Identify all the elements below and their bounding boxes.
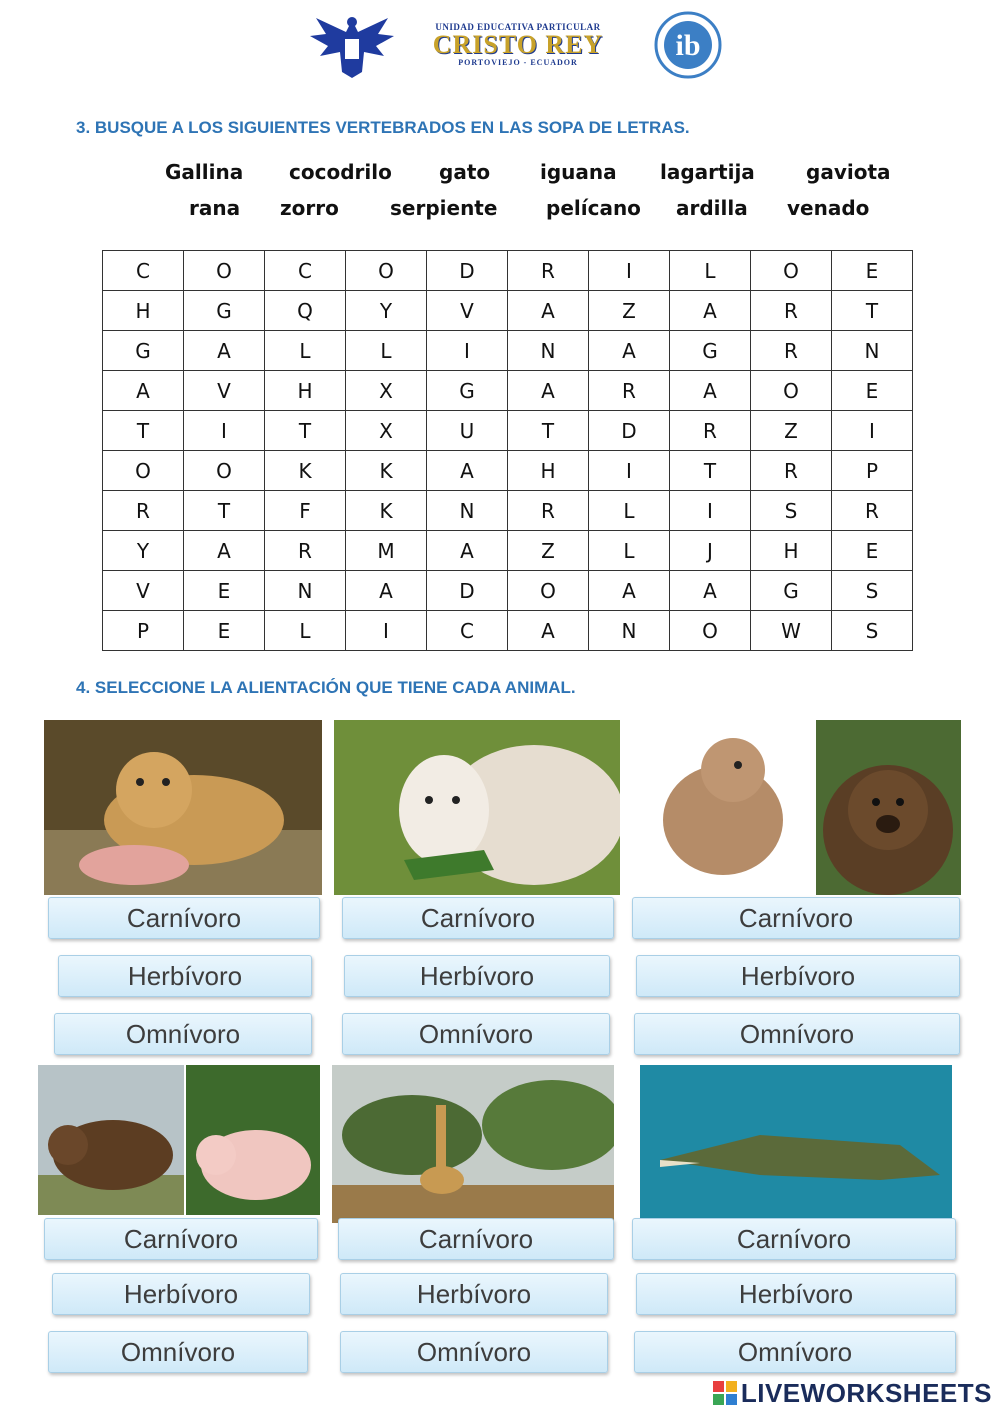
grid-cell[interactable]: Z xyxy=(589,291,670,331)
grid-cell[interactable]: T xyxy=(184,491,265,531)
grid-cell[interactable]: U xyxy=(427,411,508,451)
option-herbivoro-3[interactable]: Herbívoro xyxy=(636,955,960,997)
school-line1: UNIDAD EDUCATIVA PARTICULAR xyxy=(435,22,601,32)
grid-cell[interactable]: E xyxy=(832,371,913,411)
school-name: CRISTO REY xyxy=(432,30,604,59)
grid-cell[interactable]: E xyxy=(184,611,265,651)
grid-cell[interactable]: D xyxy=(427,571,508,611)
crocodile-photo xyxy=(640,1065,952,1220)
option-carnivoro-6[interactable]: Carnívoro xyxy=(632,1218,956,1260)
grid-cell[interactable]: O xyxy=(508,571,589,611)
grid-cell[interactable]: D xyxy=(589,411,670,451)
option-omnivoro-3[interactable]: Omnívoro xyxy=(634,1013,960,1055)
brown-bear-photo xyxy=(38,1065,184,1215)
liveworksheets-logo xyxy=(713,1378,992,1409)
gerbil-photo xyxy=(628,720,814,895)
option-carnivoro-1[interactable]: Carnívoro xyxy=(48,897,320,939)
grid-cell[interactable]: E xyxy=(832,531,913,571)
word: iguana xyxy=(540,160,617,184)
grid-cell[interactable]: I xyxy=(589,251,670,291)
word: zorro xyxy=(280,196,339,220)
grid-cell[interactable]: T xyxy=(508,411,589,451)
grid-cell[interactable]: C xyxy=(103,251,184,291)
grid-cell[interactable]: Y xyxy=(103,531,184,571)
grid-cell[interactable]: A xyxy=(589,331,670,371)
pig-photo xyxy=(186,1065,320,1215)
grid-cell[interactable]: N xyxy=(265,571,346,611)
grid-cell[interactable]: X xyxy=(346,371,427,411)
word: lagartija xyxy=(660,160,755,184)
word: rana xyxy=(189,196,241,220)
grid-cell[interactable]: Y xyxy=(346,291,427,331)
grid-cell[interactable]: L xyxy=(670,251,751,291)
grid-cell[interactable]: A xyxy=(184,531,265,571)
grid-cell[interactable]: Z xyxy=(751,411,832,451)
grid-row xyxy=(103,331,913,371)
grid-cell[interactable]: A xyxy=(346,571,427,611)
grid-row xyxy=(103,531,913,571)
word: Gallina xyxy=(165,160,244,184)
school-location: PORTOVIEJO - ECUADOR xyxy=(458,58,578,67)
grid-cell[interactable]: R xyxy=(670,411,751,451)
grid-cell[interactable]: G xyxy=(427,371,508,411)
grid-cell[interactable]: K xyxy=(346,451,427,491)
grid-cell[interactable]: L xyxy=(265,331,346,371)
giraffe-photo xyxy=(332,1065,614,1223)
grid-cell[interactable]: H xyxy=(265,371,346,411)
grid-cell[interactable]: H xyxy=(508,451,589,491)
grid-cell[interactable]: O xyxy=(670,611,751,651)
option-carnivoro-4[interactable]: Carnívoro xyxy=(44,1218,318,1260)
grid-cell[interactable]: M xyxy=(346,531,427,571)
goat-photo xyxy=(334,720,620,895)
option-carnivoro-3[interactable]: Carnívoro xyxy=(632,897,960,939)
grid-cell[interactable]: V xyxy=(184,371,265,411)
grid-cell[interactable]: A xyxy=(670,291,751,331)
grid-cell[interactable]: K xyxy=(346,491,427,531)
grid-cell[interactable]: A xyxy=(427,531,508,571)
grid-row xyxy=(103,371,913,411)
grid-cell[interactable]: X xyxy=(346,411,427,451)
grid-cell[interactable]: A xyxy=(670,571,751,611)
grid-cell[interactable]: I xyxy=(832,411,913,451)
grid-cell[interactable]: R xyxy=(751,291,832,331)
grid-cell[interactable]: A xyxy=(508,611,589,651)
grid-cell[interactable]: P xyxy=(103,611,184,651)
grid-cell[interactable]: Q xyxy=(265,291,346,331)
grid-cell[interactable]: W xyxy=(751,611,832,651)
word: cocodrilo xyxy=(289,160,392,184)
grid-cell[interactable]: K xyxy=(265,451,346,491)
grid-cell[interactable]: G xyxy=(751,571,832,611)
grid-row xyxy=(103,451,913,491)
grid-cell[interactable]: V xyxy=(103,571,184,611)
grid-cell[interactable]: J xyxy=(670,531,751,571)
grid-cell[interactable]: O xyxy=(184,451,265,491)
option-herbivoro-1[interactable]: Herbívoro xyxy=(58,955,312,997)
grid-cell[interactable]: C xyxy=(265,251,346,291)
eagle-crest-icon xyxy=(306,12,398,80)
svg-text:ib: ib xyxy=(675,29,701,62)
liveworksheets-text: LIVEWORKSHEETS xyxy=(740,1378,992,1408)
option-herbivoro-2[interactable]: Herbívoro xyxy=(344,955,610,997)
grid-cell[interactable]: N xyxy=(589,611,670,651)
grid-row xyxy=(103,411,913,451)
grid-cell[interactable]: A xyxy=(508,371,589,411)
option-herbivoro-6[interactable]: Herbívoro xyxy=(636,1273,956,1315)
grid-cell[interactable]: G xyxy=(670,331,751,371)
grid-cell[interactable]: G xyxy=(103,331,184,371)
lion-cub-photo xyxy=(44,720,322,895)
grid-cell[interactable]: O xyxy=(346,251,427,291)
grid-cell[interactable]: R xyxy=(265,531,346,571)
grid-cell[interactable]: P xyxy=(832,451,913,491)
grid-cell[interactable]: O xyxy=(751,371,832,411)
grid-cell[interactable]: H xyxy=(751,531,832,571)
option-omnivoro-4[interactable]: Omnívoro xyxy=(48,1331,308,1373)
word-search-grid xyxy=(102,250,913,651)
grid-cell[interactable]: T xyxy=(103,411,184,451)
grid-cell[interactable]: R xyxy=(508,251,589,291)
grid-cell[interactable]: A xyxy=(184,331,265,371)
grid-cell[interactable]: A xyxy=(670,371,751,411)
grid-cell[interactable]: C xyxy=(427,611,508,651)
grid-cell[interactable]: G xyxy=(184,291,265,331)
option-omnivoro-2[interactable]: Omnívoro xyxy=(342,1013,610,1055)
grid-cell[interactable]: I xyxy=(184,411,265,451)
option-omnivoro-5[interactable]: Omnívoro xyxy=(340,1331,608,1373)
grid-cell[interactable]: Z xyxy=(508,531,589,571)
grid-cell[interactable]: E xyxy=(832,251,913,291)
grid-row xyxy=(103,571,913,611)
option-carnivoro-2[interactable]: Carnívoro xyxy=(342,897,614,939)
grid-cell[interactable]: A xyxy=(589,571,670,611)
grid-cell[interactable]: N xyxy=(508,331,589,371)
grid-cell[interactable]: N xyxy=(427,491,508,531)
grid-cell[interactable]: T xyxy=(670,451,751,491)
grid-cell[interactable]: A xyxy=(103,371,184,411)
grid-cell[interactable]: S xyxy=(751,491,832,531)
grid-row xyxy=(103,291,913,331)
grid-cell[interactable]: A xyxy=(427,451,508,491)
option-carnivoro-5[interactable]: Carnívoro xyxy=(338,1218,614,1260)
school-name-block xyxy=(408,22,628,67)
grid-cell[interactable]: L xyxy=(265,611,346,651)
word: pelícano xyxy=(546,196,641,220)
grid-cell[interactable]: L xyxy=(346,331,427,371)
grid-cell[interactable]: R xyxy=(751,451,832,491)
grid-cell[interactable]: L xyxy=(589,491,670,531)
grid-cell[interactable]: T xyxy=(832,291,913,331)
grid-cell[interactable]: I xyxy=(589,451,670,491)
grid-cell[interactable]: T xyxy=(265,411,346,451)
grid-cell[interactable]: S xyxy=(832,611,913,651)
grid-row xyxy=(103,491,913,531)
word: venado xyxy=(787,196,870,220)
ib-logo-icon xyxy=(640,10,736,80)
grid-cell[interactable]: N xyxy=(832,331,913,371)
liveworksheets-icon xyxy=(713,1381,737,1405)
bear-photo xyxy=(816,720,961,895)
grid-cell[interactable]: R xyxy=(751,331,832,371)
grid-cell[interactable]: R xyxy=(832,491,913,531)
word: gaviota xyxy=(806,160,891,184)
grid-row xyxy=(103,611,913,651)
grid-cell[interactable]: H xyxy=(103,291,184,331)
word: gato xyxy=(439,160,491,184)
grid-cell[interactable]: I xyxy=(670,491,751,531)
word: ardilla xyxy=(676,196,748,220)
grid-cell[interactable]: R xyxy=(589,371,670,411)
school-header xyxy=(300,8,740,80)
grid-row xyxy=(103,251,913,291)
option-herbivoro-5[interactable]: Herbívoro xyxy=(340,1273,608,1315)
word: serpiente xyxy=(390,196,498,220)
option-omnivoro-6[interactable]: Omnívoro xyxy=(634,1331,956,1373)
grid-cell[interactable]: L xyxy=(589,531,670,571)
section4-title: 4. SELECCIONE LA ALIENTACIÓN QUE TIENE CADA ANIMAL. xyxy=(76,678,576,697)
grid-cell[interactable]: V xyxy=(427,291,508,331)
grid-cell[interactable]: O xyxy=(184,251,265,291)
grid-cell[interactable]: S xyxy=(832,571,913,611)
grid-cell[interactable]: O xyxy=(103,451,184,491)
option-omnivoro-1[interactable]: Omnívoro xyxy=(54,1013,312,1055)
grid-cell[interactable]: E xyxy=(184,571,265,611)
grid-cell[interactable]: R xyxy=(508,491,589,531)
grid-cell[interactable]: O xyxy=(751,251,832,291)
grid-cell[interactable]: I xyxy=(427,331,508,371)
grid-cell[interactable]: R xyxy=(103,491,184,531)
grid-cell[interactable]: F xyxy=(265,491,346,531)
grid-cell[interactable]: A xyxy=(508,291,589,331)
grid-cell[interactable]: I xyxy=(346,611,427,651)
option-herbivoro-4[interactable]: Herbívoro xyxy=(52,1273,310,1315)
grid-cell[interactable]: D xyxy=(427,251,508,291)
section3-title: 3. BUSQUE A LOS SIGUIENTES VERTEBRADOS EN LAS SOPA DE LETRAS. xyxy=(76,118,690,137)
